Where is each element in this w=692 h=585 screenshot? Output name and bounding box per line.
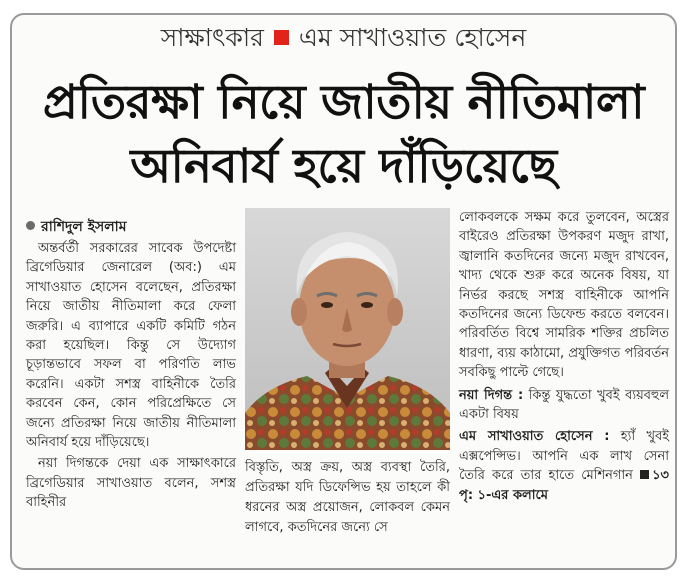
kicker xyxy=(12,21,675,55)
grey-dot-icon xyxy=(26,221,35,230)
answer-speaker: এম সাখাওয়াত হোসেন : xyxy=(459,429,610,445)
column-3-paragraph-1: লোকবলকে সক্ষম করে তুলবেন, অস্ত্রের বাইরেও প্রতিরক্ষা উপকরণ মজুদ রাখা, জ্বালানি কতদিনের জন্যে মজুদ রাখবেন, খাদ্য থেকে শুরু করে অনেক বিষয়, যা নির্ভর করছে সশস্ত্র বাহিনীকে আপনি কতদিনের জন্যে ডিফেন্ড করতে বলবেন। পরিবর্তিত বিশ্বে সামরিক শক্তির প্রচলিত ধারণা, ব্যয় কাঠামো, প্রযুক্তিগত পরিবর্তন সবকিছু পাল্টে গেছে। xyxy=(459,210,669,381)
answer-text: হ্যাঁ খুবই এক্সপেন্সিভ। আপনি এক লাখ সেনা তৈরি করে তার হাতে মেশিনগান xyxy=(459,429,670,484)
headline-line-1: প্রতিরক্ষা নিয়ে জাতীয় নীতিমালা xyxy=(42,75,645,130)
portrait-photo xyxy=(245,208,450,450)
column-1-paragraph-2: নয়া দিগন্তকে দেয়া এক সাক্ষাৎকারে ব্রিগেডিয়ার সাখাওয়াত বলেন, সশস্ত্র বাহিনীর xyxy=(26,456,236,511)
article-column-1 xyxy=(26,239,236,513)
black-square-icon xyxy=(640,470,649,479)
article-column-3 xyxy=(459,208,669,505)
headline-line-2: অনিবার্য হয়ে দাঁড়িয়েছে xyxy=(130,139,557,194)
column-1-paragraph-1: অন্তর্বর্তী সরকারের সাবেক উপদেষ্টা ব্রিগেডিয়ার জেনারেল (অব:) এম সাখাওয়াত হোসেন বলেছেন, প্রতিরক্ষা নিয়ে জাতীয় নীতিমালা করে ফেলা জরুরি। এ ব্যাপারে একটি কমিটি গঠন করা হয়েছিল। কিন্তু সে উদ্যোগ চূড়ান্তভাবে সফল বা পরিণতি লাভ করেনি। একটা সশস্ত্র বাহিনীকে তৈরি করবেন কেন, কোন পরিপ্রেক্ষিতে সে জন্যে প্রতিরক্ষা নিয়ে জাতীয় নীতিমালা অনিবার্য হয়ে দাঁড়িয়েছে। xyxy=(26,241,236,451)
interview-question xyxy=(459,386,669,425)
continuation-text: ১৩ পৃ: ১-এর কলামে xyxy=(459,468,669,503)
interview-answer xyxy=(459,427,669,505)
question-text: কিন্তু যুদ্ধতো খুবই ব্যয়বহুল একটা বিষয় xyxy=(459,387,670,423)
byline-author: রাশিদুল ইসলাম xyxy=(41,219,127,235)
red-square-icon xyxy=(274,30,289,45)
kicker-section: সাক্ষাৎকার xyxy=(160,23,264,52)
question-speaker: নয়া দিগন্ত : xyxy=(459,387,524,403)
article-column-2: বিস্তৃতি, অস্ত্র ক্রয়, অস্ত্র ব্যবস্থা তৈরি, প্রতিরক্ষা যদি ডিফেন্সিভ হয় তাহলে কী ধরনের অস্ত্র প্রয়োজন, লোকবল কেমন লাগবে, কতদিনের জন্যে সে xyxy=(245,460,450,535)
portrait-illustration xyxy=(245,208,450,450)
newspaper-clipping xyxy=(10,13,677,570)
byline xyxy=(26,215,127,239)
kicker-person: এম সাখাওয়াত হোসেন xyxy=(298,23,527,52)
